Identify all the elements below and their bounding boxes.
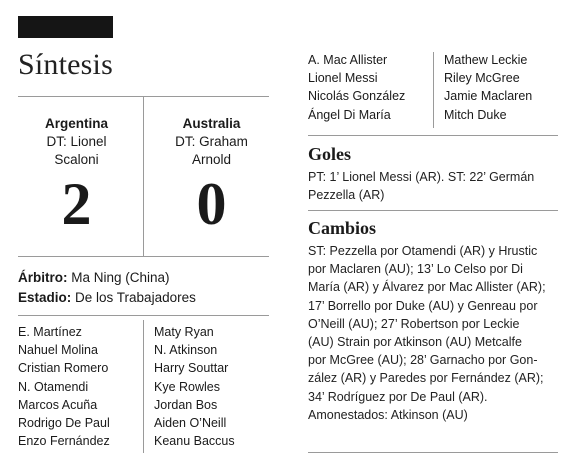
- player-name: Keanu Baccus: [154, 434, 235, 449]
- home-score: 2: [61, 171, 92, 237]
- changes-line: por McGree (AU); 28’ Garnacho por Gon-: [308, 353, 538, 368]
- goals-text: [308, 168, 558, 204]
- player-name: Nahuel Molina: [18, 343, 98, 358]
- player-name: N. Otamendi: [18, 379, 89, 394]
- player-name: Ángel Di María: [308, 107, 391, 122]
- changes-line: zález (AR) y Paredes por Fernández (AR);: [308, 371, 544, 386]
- player-name: Maty Ryan: [154, 325, 214, 339]
- player-name: Aiden O’Neill: [154, 416, 227, 431]
- home-coach-line: Scaloni: [54, 152, 99, 167]
- referee-value: Ma Ning (China): [71, 270, 170, 285]
- changes-line: por Maclaren (AU); 13’ Lo Celso por Di: [308, 262, 523, 277]
- player-name: Marcos Acuña: [18, 397, 98, 412]
- goals-heading: Goles: [308, 144, 351, 164]
- player-name: Mitch Duke: [444, 107, 507, 122]
- stadium-line: [18, 288, 196, 307]
- divider: [433, 52, 434, 128]
- player-name: Enzo Fernández: [18, 434, 110, 449]
- changes-heading: Cambios: [308, 218, 377, 238]
- divider: [18, 315, 269, 316]
- player-name: Jordan Bos: [154, 397, 218, 412]
- player-name: Riley McGree: [444, 71, 520, 86]
- home-coach-line: DT: Lionel: [46, 134, 107, 149]
- changes-line: O’Neill (AU); 27’ Robertson por Leckie: [308, 316, 520, 331]
- away-lineup-continued: [444, 51, 532, 124]
- player-name: Cristian Romero: [18, 361, 109, 376]
- divider: [308, 210, 558, 211]
- goals-line: PT: 1’ Lionel Messi (AR). ST: 22’ Germán: [308, 170, 535, 184]
- away-team-name: Australia: [182, 116, 241, 131]
- away-coach-line: Arnold: [191, 152, 232, 167]
- player-name: Rodrigo De Paul: [18, 416, 110, 431]
- home-team-name: Argentina: [44, 116, 108, 131]
- home-team: [14, 115, 139, 169]
- divider: [308, 135, 558, 136]
- page-title: Síntesis: [18, 48, 113, 81]
- referee-line: [18, 268, 170, 287]
- goals-line: Pezzella (AR): [308, 188, 385, 203]
- divider: [308, 452, 558, 453]
- divider: [18, 256, 269, 257]
- away-score: 0: [196, 171, 227, 237]
- player-name: A. Mac Allister: [308, 53, 388, 67]
- stadium-label: Estadio:: [18, 290, 72, 305]
- changes-line: 34’ Rodríguez por De Paul (AR).: [308, 389, 488, 404]
- changes-line: 17’ Borrello por Duke (AU) y Genreau por: [308, 298, 538, 313]
- home-lineup-continued: [308, 51, 405, 124]
- section-marker-bar: [18, 16, 113, 38]
- player-name: Nicolás González: [308, 89, 406, 104]
- changes-line: (AU) Strain por Atkinson (AU) Metcalfe: [308, 335, 522, 350]
- player-name: Harry Souttar: [154, 361, 229, 376]
- changes-line: ST: Pezzella por Otamendi (AR) y Hrustic: [308, 244, 538, 258]
- divider: [143, 96, 144, 256]
- player-name: N. Atkinson: [154, 343, 218, 358]
- away-team: [149, 115, 274, 169]
- player-name: Mathew Leckie: [444, 53, 528, 67]
- player-name: Lionel Messi: [308, 71, 378, 86]
- away-lineup: [154, 323, 235, 450]
- changes-line: Amonestados: Atkinson (AU): [308, 407, 468, 422]
- away-coach-line: DT: Graham: [175, 134, 248, 149]
- player-name: Jamie Maclaren: [444, 89, 533, 104]
- stadium-value: De los Trabajadores: [75, 290, 196, 305]
- changes-text: [308, 242, 558, 424]
- referee-label: Árbitro:: [18, 270, 68, 285]
- player-name: Kye Rowles: [154, 379, 220, 394]
- home-lineup: [18, 323, 110, 450]
- changes-line: María (AR) y Álvarez por Mac Allister (AR);: [308, 280, 546, 295]
- player-name: E. Martínez: [18, 325, 82, 339]
- divider: [143, 320, 144, 453]
